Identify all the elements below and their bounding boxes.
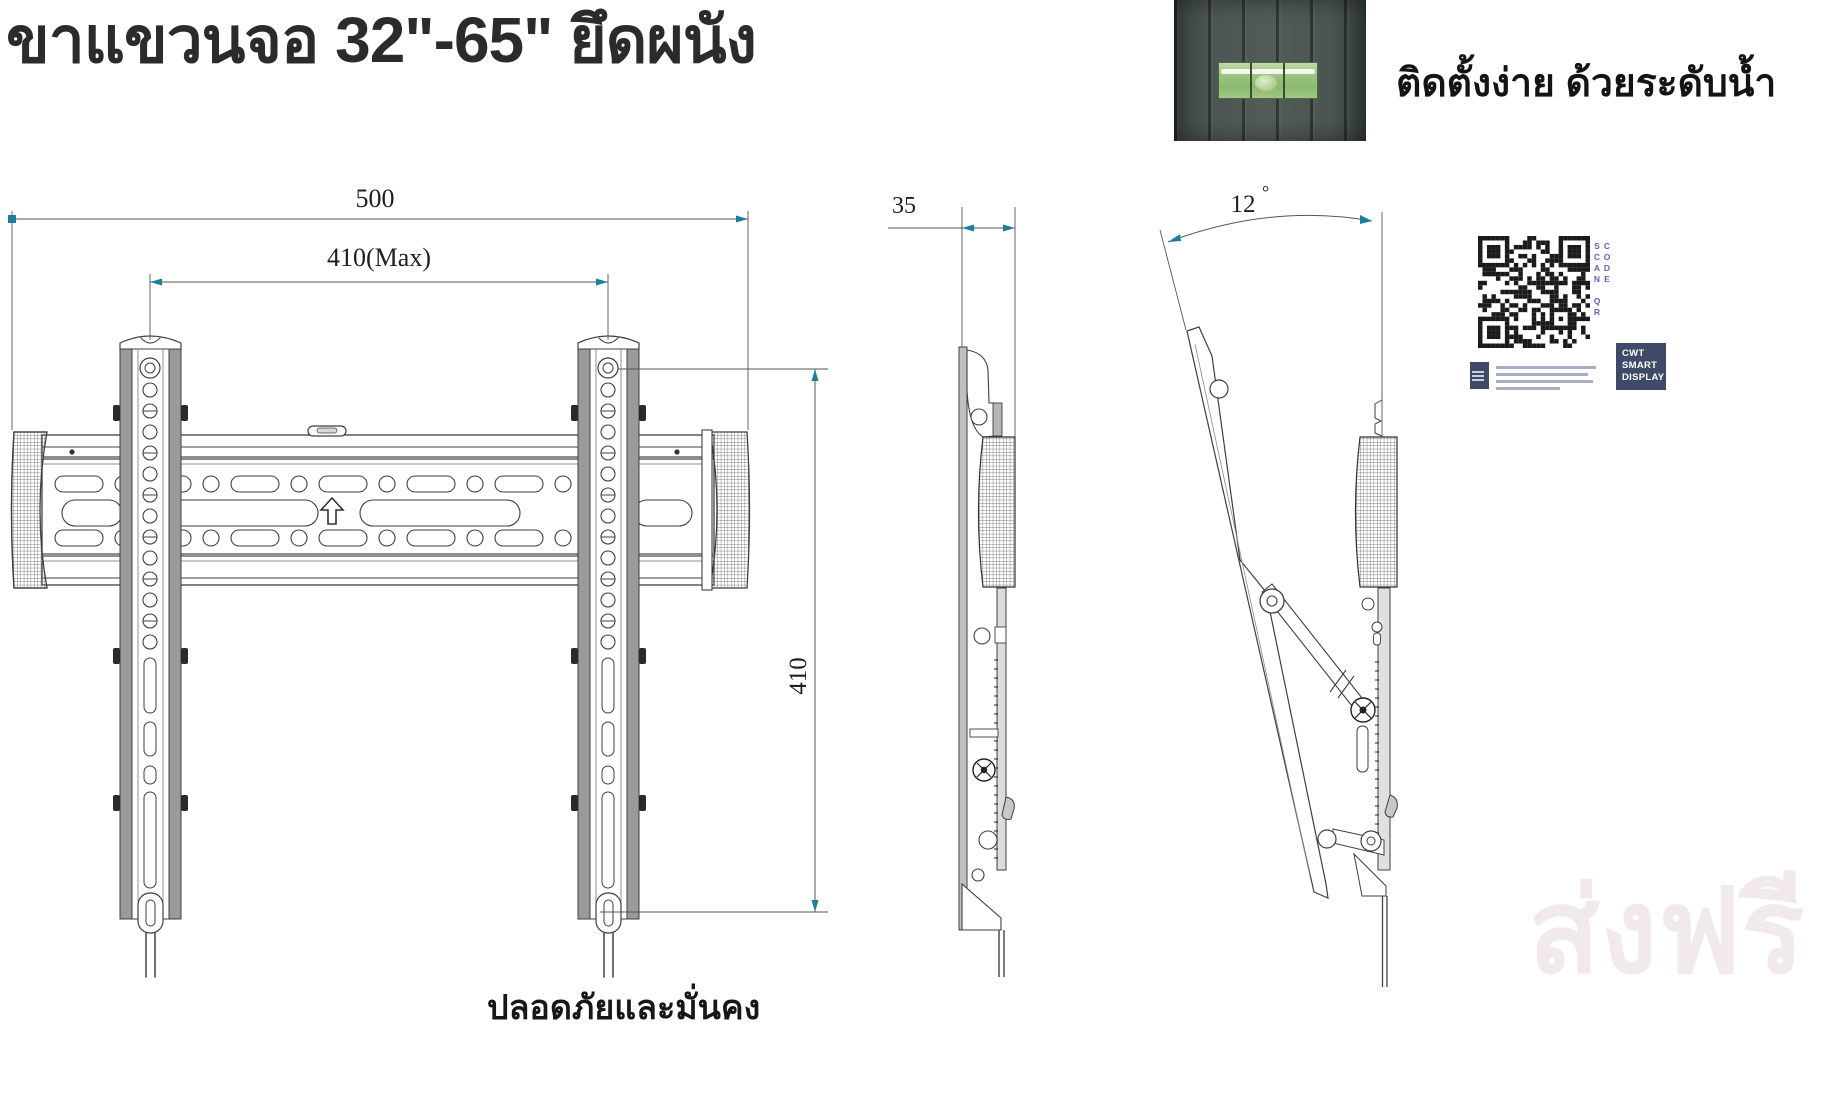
qr-code xyxy=(1478,236,1590,348)
dim-label-12deg: 12 xyxy=(1230,191,1256,218)
fine-print-line xyxy=(1496,387,1560,390)
page-title: ขาแขวนจอ 32"-65" ยึดผนัง xyxy=(6,4,756,76)
tilted-view xyxy=(1160,182,1397,987)
dim-label-500: 500 xyxy=(355,184,395,213)
feature-caption: ติดตั้งง่าย ด้วยระดับน้ำ xyxy=(1396,62,1777,105)
degree-symbol: ° xyxy=(1262,182,1270,202)
safety-caption: ปลอดภัยและมั่นคง xyxy=(487,989,761,1027)
side-view xyxy=(888,193,1015,977)
free-shipping-watermark: ส่งฟรี xyxy=(1528,866,1805,998)
fine-print-line xyxy=(1496,366,1596,369)
brand-logo xyxy=(1616,343,1666,390)
dim-label-35: 35 xyxy=(892,193,916,219)
dim-label-410: 410 xyxy=(785,657,812,695)
brand-logo-line1: CWT xyxy=(1622,348,1645,359)
brand-logo-line2: SMART xyxy=(1622,360,1658,371)
brand-logo-line3: DISPLAY xyxy=(1622,372,1665,383)
fine-print-line xyxy=(1496,373,1588,376)
dim-label-410max: 410(Max) xyxy=(327,243,431,272)
brand-logo-mini xyxy=(1470,362,1489,389)
front-view xyxy=(12,336,750,977)
bubble-level-photo xyxy=(1174,0,1366,141)
scan-qr-label: SCAN QR CODE xyxy=(1592,241,1612,318)
bubble-level-vial xyxy=(1218,62,1318,99)
fine-print-line xyxy=(1496,380,1593,383)
